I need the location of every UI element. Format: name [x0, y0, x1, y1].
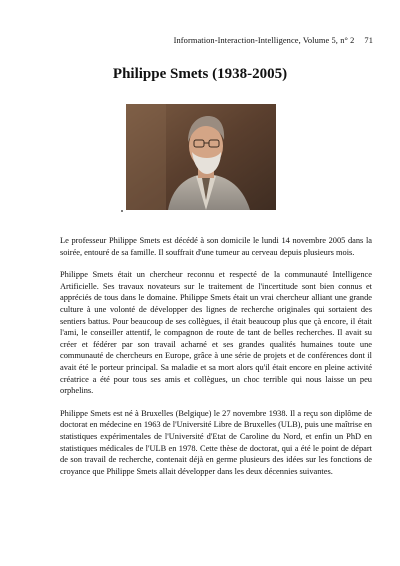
paragraph: Philippe Smets est né à Bruxelles (Belgique) le 27 novembre 1938. Il a reçu son diplôme de doctorat en médecine en 1963 de l'Université Libre de Bruxelles (ULB), puis une maîtrise en statistiques expérimentales de l'Université d'Etat de Caroline du Nord, et enfin un PhD en statistiques médicales de l'ULB en 1978. Cette thèse de doctorat, qui a été le point de départ de son travail de recherche, contenait déjà en germe plusieurs des idées sur les fonctions de croyance que Philippe Smets allait développer dans les deux décennies suivantes. [60, 408, 372, 476]
paragraph: Le professeur Philippe Smets est décédé à son domicile le lundi 14 novembre 2005 dans la soirée, entouré de sa famille. Il souffrait d'une tumeur au cerveau depuis plusieurs mois. [60, 236, 372, 257]
journal-name: Information-Interaction-Intelligence, Volume 5, n° 2 [173, 36, 355, 45]
caption-dot [121, 210, 123, 212]
portrait-image [126, 104, 276, 210]
running-header [0, 36, 373, 45]
article-body [60, 235, 372, 488]
page-title: Philippe Smets (1938-2005) [112, 66, 288, 82]
portrait-photo [126, 104, 276, 210]
page-number: 71 [364, 36, 373, 45]
paragraph: Philippe Smets était un chercheur reconnu et respecté de la communauté Intelligence Artificielle. Ses travaux novateurs sur le traitement de l'incertitude sont bien connus et appréciés de tous dans le domaine. Philippe Smets était un vrai chercheur alliant une grande culture à une volonté de développer des lignes de recherche originales qui sortaient des sentiers battus. Pour beaucoup de ses collègues, il était beaucoup plus que çà encore, il était l'ami, le conseiller attentif, le compagnon de route de tant de belles recherches. Il avait su créer et fédérer par son travail acharné et ses grandes qualités humaines toute une communauté de chercheurs en Europe, grâce à une série de projets et de conférences dont il avait été le porteur principal. Sa maladie et sa mort alors qu'il était encore en pleine activité créatrice a été pour tous ses amis et collègues, un choc terrible qui nous laisse un peu orphelins. [60, 270, 372, 396]
